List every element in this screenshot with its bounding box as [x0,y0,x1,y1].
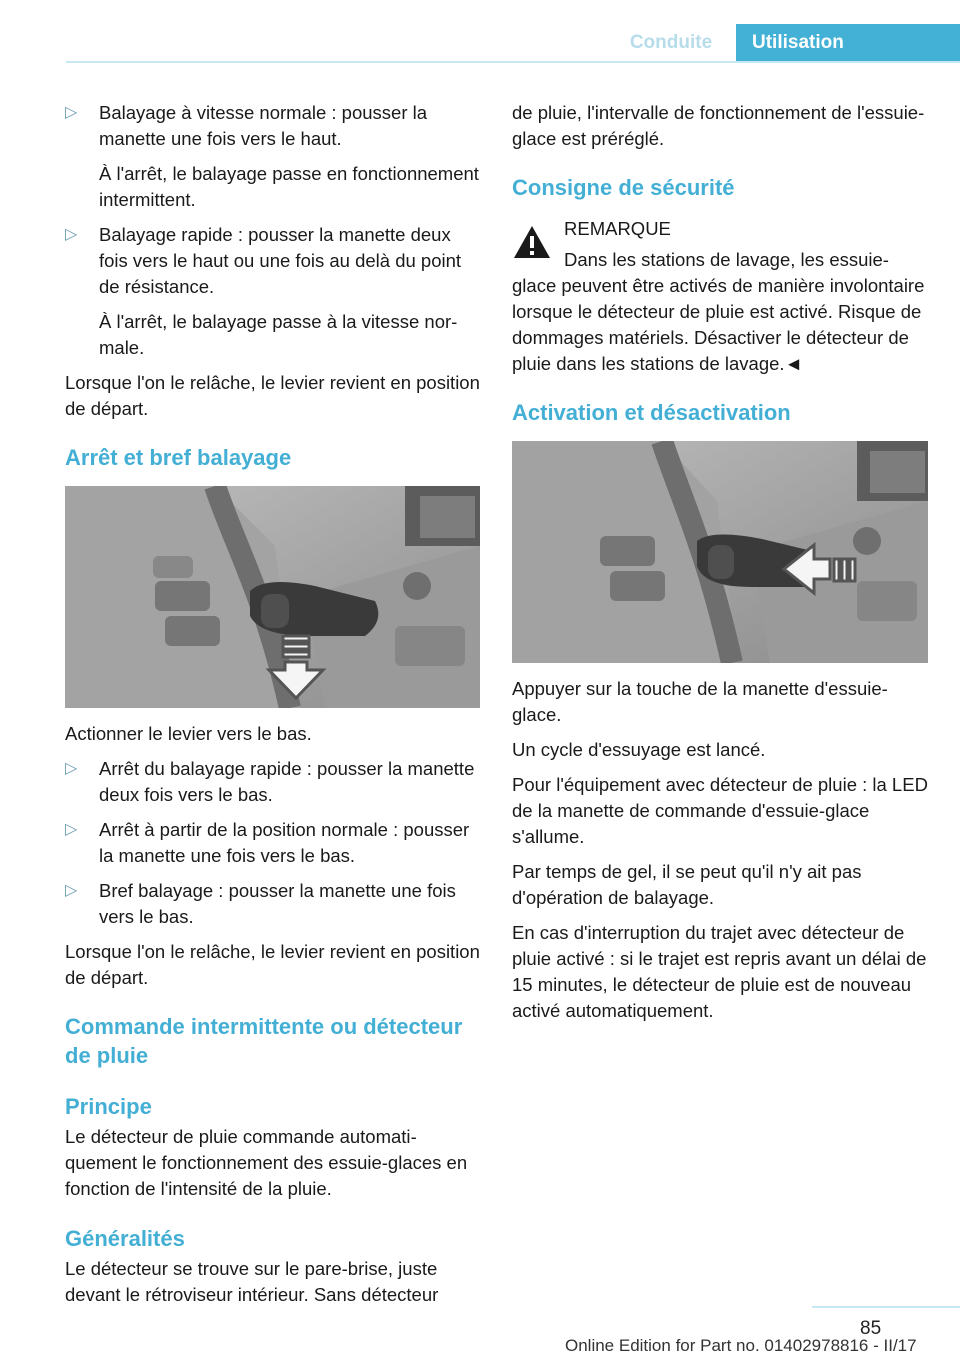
active-tab: Utilisation [736,24,960,61]
page-header [0,24,960,62]
bullet-triangle-icon: ▷ [65,760,78,777]
bullet-triangle-icon: ▷ [65,104,78,121]
warning-box [512,216,928,377]
section-heading: Commande intermittente ou détecteur de pluie [65,1014,463,1068]
paragraph: En cas d'interruption du trajet avec détecteur de pluie activé : si le trajet est repris avant un délai de 15 minutes, le détecteur de pluie est de nouveau activé automatiquement. [512,922,927,1021]
list-item [65,817,480,869]
footer-rule [812,1306,960,1308]
list-item-text: Arrêt du balayage rapide : pousser la manette deux fois vers le bas. [99,758,475,805]
list-item-subtext: À l'arrêt, le balayage passe à la vitesse normale. [99,311,458,358]
paragraph: Le détecteur se trouve sur le pare-brise, juste devant le rétroviseur intérieur. Sans détecteur [65,1258,439,1305]
header-rule [66,61,960,63]
subsection-heading: Principe [65,1094,152,1119]
warning-first-line: Dans les stations de lavage, les essuie- [564,249,889,270]
list-item-text: Bref balayage : pousser la manette une fois vers le bas. [99,880,456,927]
wiper-button-press-illustration [512,441,928,663]
bullet-triangle-icon: ▷ [65,226,78,243]
right-column [512,100,928,1033]
section-heading: Arrêt et bref balayage [65,445,292,470]
section-heading: Consigne de sécurité [512,175,735,200]
list-item-subtext: À l'arrêt, le balayage passe en fonctionnement intermittent. [99,163,479,210]
bullet-triangle-icon: ▷ [65,882,78,899]
paragraph: Lorsque l'on le relâche, le levier revient en position de départ. [65,941,480,988]
paragraph: Par temps de gel, il se peut qu'il n'y ait pas d'opération de balayage. [512,861,862,908]
list-item-text: Arrêt à partir de la position normale : pousser la manette une fois vers le bas. [99,819,470,866]
paragraph: Appuyer sur la touche de la manette d'essuie-glace. [512,678,888,725]
warning-title: REMARQUE [564,218,671,239]
list-item-text: Balayage à vitesse normale : pousser la manette une fois vers le haut. [99,102,428,149]
paragraph: Pour l'équipement avec détecteur de pluie : la LED de la manette de commande d'essuie-glace s'allume. [512,774,928,847]
list-item [65,756,480,808]
wiper-lever-down-illustration [65,486,480,708]
section-heading: Activation et désactivation [512,400,791,425]
warning-text: glace peuvent être activés de manière involontaire lorsque le détecteur de pluie est activé. Risque de dommages matériels. Désactiver le détecteur de pluie dans les stations de lavage.◄ [512,275,925,374]
page-number: 85 [860,1318,882,1339]
list-item [65,222,480,300]
subsection-heading: Généralités [65,1226,185,1251]
list-item-text: Balayage rapide : pousser la manette deux fois vers le haut ou une fois au delà du point de résistance. [99,224,462,297]
list-item [65,100,480,152]
paragraph: Le détecteur de pluie commande automatiquement le fonctionnement des essuie-glaces en fonction de l'intensité de la pluie. [65,1126,468,1199]
bullet-triangle-icon: ▷ [65,821,78,838]
paragraph: Actionner le levier vers le bas. [65,723,312,744]
paragraph: Lorsque l'on le relâche, le levier revient en position de départ. [65,372,480,419]
paragraph: de pluie, l'intervalle de fonctionnement de l'essuie-glace est préréglé. [512,102,925,149]
paragraph: Un cycle d'essuyage est lancé. [512,739,766,760]
warning-triangle-icon [512,224,552,260]
list-item [65,878,480,930]
section-label: Conduite [629,32,713,53]
left-column [65,100,480,1317]
edition-note: Online Edition for Part no. 01402978816 - II/17 [565,1336,917,1355]
